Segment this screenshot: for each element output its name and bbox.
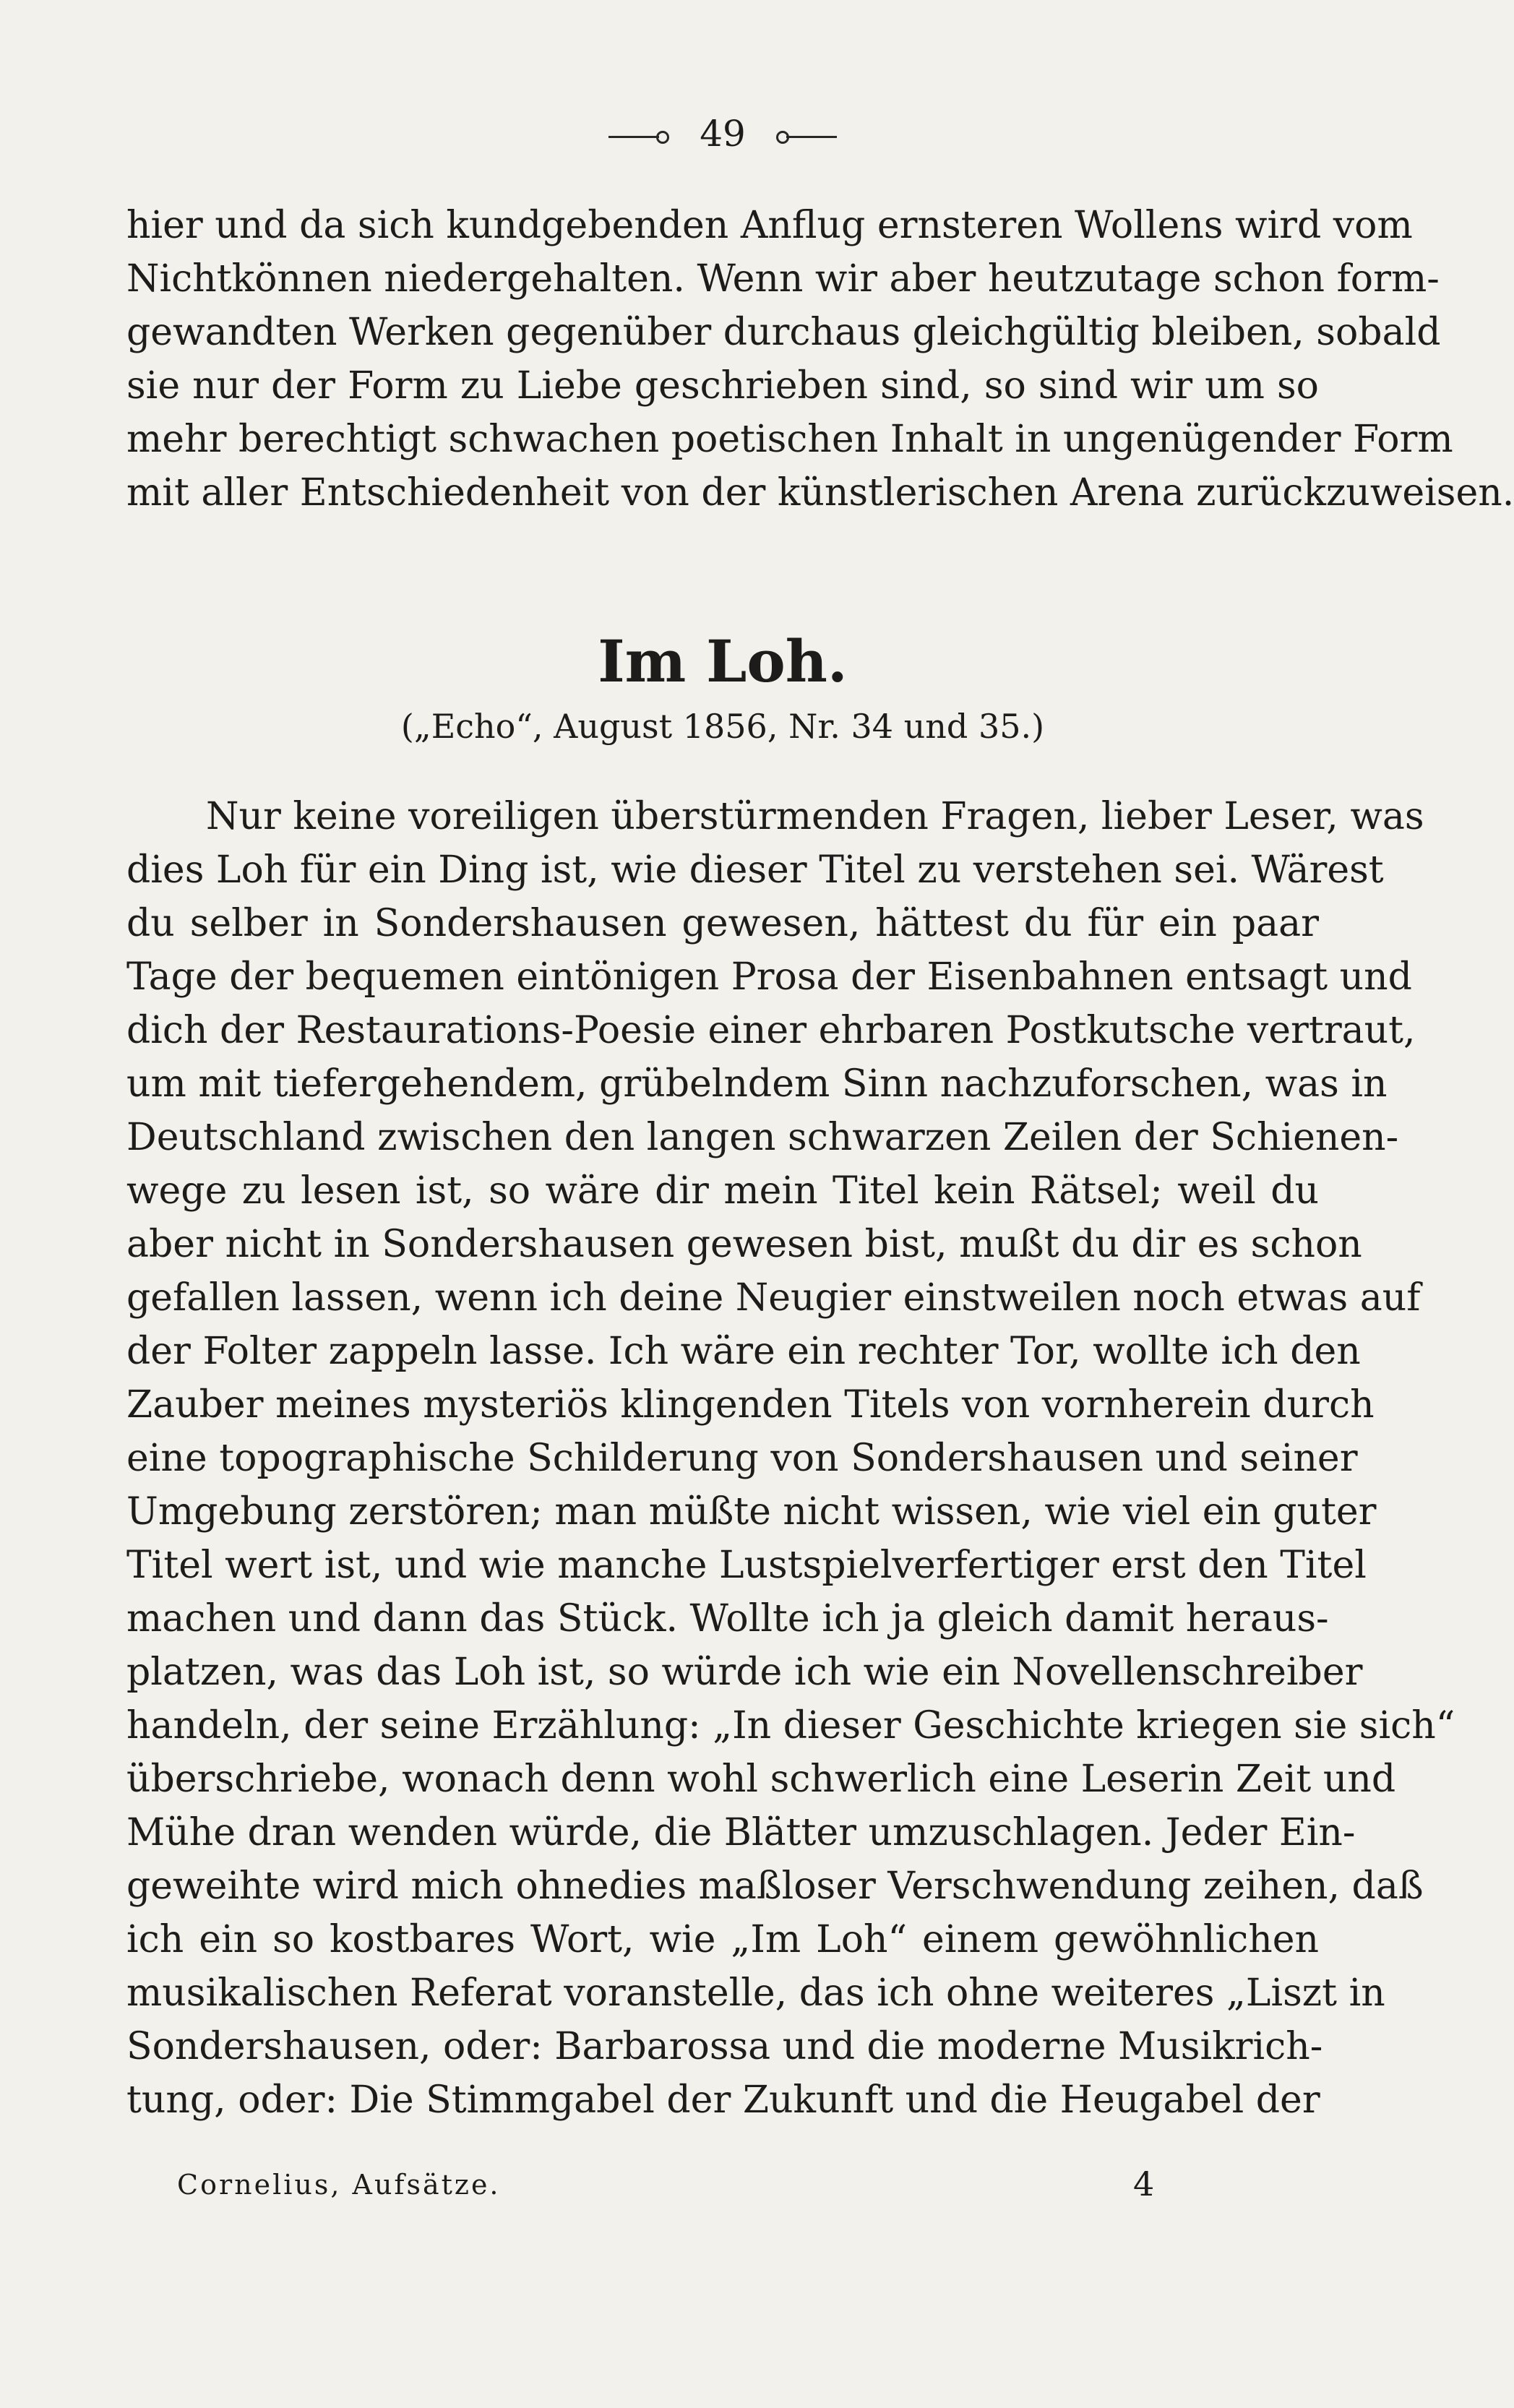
text-line: mit aller Entschiedenheit von der künstlerischen Arena zurückzuweisen. xyxy=(126,471,1514,515)
text-line: musikalischen Referat voranstelle, das ich ohne weiteres „Liszt in xyxy=(126,1971,1385,2015)
text-line: gewandten Werken gegenüber durchaus gleichgültig bleiben, sobald xyxy=(126,311,1441,354)
text-line: Zauber meines mysteriös klingenden Titels von vornherein durch xyxy=(126,1383,1375,1427)
page-header xyxy=(0,108,1445,159)
body-paragraph xyxy=(126,790,1455,2127)
text-line: Nur keine voreiligen überstürmenden Fragen, lieber Leser, was xyxy=(206,795,1424,838)
text-line: der Folter zappeln lasse. Ich wäre ein rechter Tor, wollte ich den xyxy=(126,1330,1361,1373)
text-line: Nichtkönnen niedergehalten. Wenn wir aber heutzutage schon form- xyxy=(126,257,1440,301)
text-line: sie nur der Form zu Liebe geschrieben sind, so sind wir um so xyxy=(126,364,1319,408)
text-line: Umgebung zerstören; man müßte nicht wissen, wie viel ein guter xyxy=(126,1490,1377,1534)
text-line: platzen, was das Loh ist, so würde ich wie ein Novellenschreiber xyxy=(126,1651,1363,1694)
text-line: mehr berechtigt schwachen poetischen Inhalt in ungenügender Form xyxy=(126,418,1453,461)
text-line: handeln, der seine Erzählung: „In dieser Geschichte kriegen sie sich“ xyxy=(126,1704,1455,1747)
page-number: 49 xyxy=(700,113,746,155)
text-line: ich ein so kostbares Wort, wie „Im Loh“ einem gewöhnlichen xyxy=(126,1918,1319,1961)
section-subtitle: („Echo“, August 1856, Nr. 34 und 35.) xyxy=(400,707,1045,746)
text-line: geweihte wird mich ohnedies maßloser Verschwendung zeihen, daß xyxy=(126,1865,1424,1908)
text-line: tung, oder: Die Stimmgabel der Zukunft und die Heugabel der xyxy=(126,2078,1320,2122)
text-line: Sondershausen, oder: Barbarossa und die moderne Musikrich- xyxy=(126,2025,1323,2068)
text-line: eine topographische Schilderung von Sondershausen und seiner xyxy=(126,1437,1358,1480)
text-line: gefallen lassen, wenn ich deine Neugier einstweilen noch etwas auf xyxy=(126,1276,1421,1320)
text-line: dies Loh für ein Ding ist, wie dieser Titel zu verstehen sei. Wärest xyxy=(126,848,1384,892)
header-ornament-right xyxy=(786,136,837,138)
text-line: Mühe dran wenden würde, die Blätter umzuschlagen. Jeder Ein- xyxy=(126,1811,1356,1854)
intro-paragraph xyxy=(126,199,1514,520)
text-line: um mit tiefergehendem, grübelndem Sinn nachzuforschen, was in xyxy=(126,1062,1388,1106)
text-line: Tage der bequemen eintönigen Prosa der Eisenbahnen entsagt und xyxy=(126,955,1412,999)
text-line: hier und da sich kundgebenden Anflug ernsteren Wollens wird vom xyxy=(126,204,1413,247)
text-line: wege zu lesen ist, so wäre dir mein Titel kein Rätsel; weil du xyxy=(126,1169,1319,1213)
header-ornament-left xyxy=(608,136,659,138)
text-line: Titel wert ist, und wie manche Lustspielverfertiger erst den Titel xyxy=(126,1544,1367,1587)
text-line: aber nicht in Sondershausen gewesen bist, mußt du dir es schon xyxy=(126,1223,1362,1266)
text-line: du selber in Sondershausen gewesen, hättest du für ein paar xyxy=(126,902,1319,945)
text-line: machen und dann das Stück. Wollte ich ja gleich damit heraus- xyxy=(126,1597,1329,1641)
section-title: Im Loh. xyxy=(598,627,848,695)
text-line: überschriebe, wonach denn wohl schwerlich eine Leserin Zeit und xyxy=(126,1758,1396,1801)
sheet-number: 4 xyxy=(1133,2164,1155,2203)
signature-mark: Cornelius, Aufsätze. xyxy=(177,2169,501,2201)
text-line: dich der Restaurations-Poesie einer ehrbaren Postkutsche vertraut, xyxy=(126,1009,1416,1052)
text-line: Deutschland zwischen den langen schwarzen Zeilen der Schienen- xyxy=(126,1116,1399,1159)
